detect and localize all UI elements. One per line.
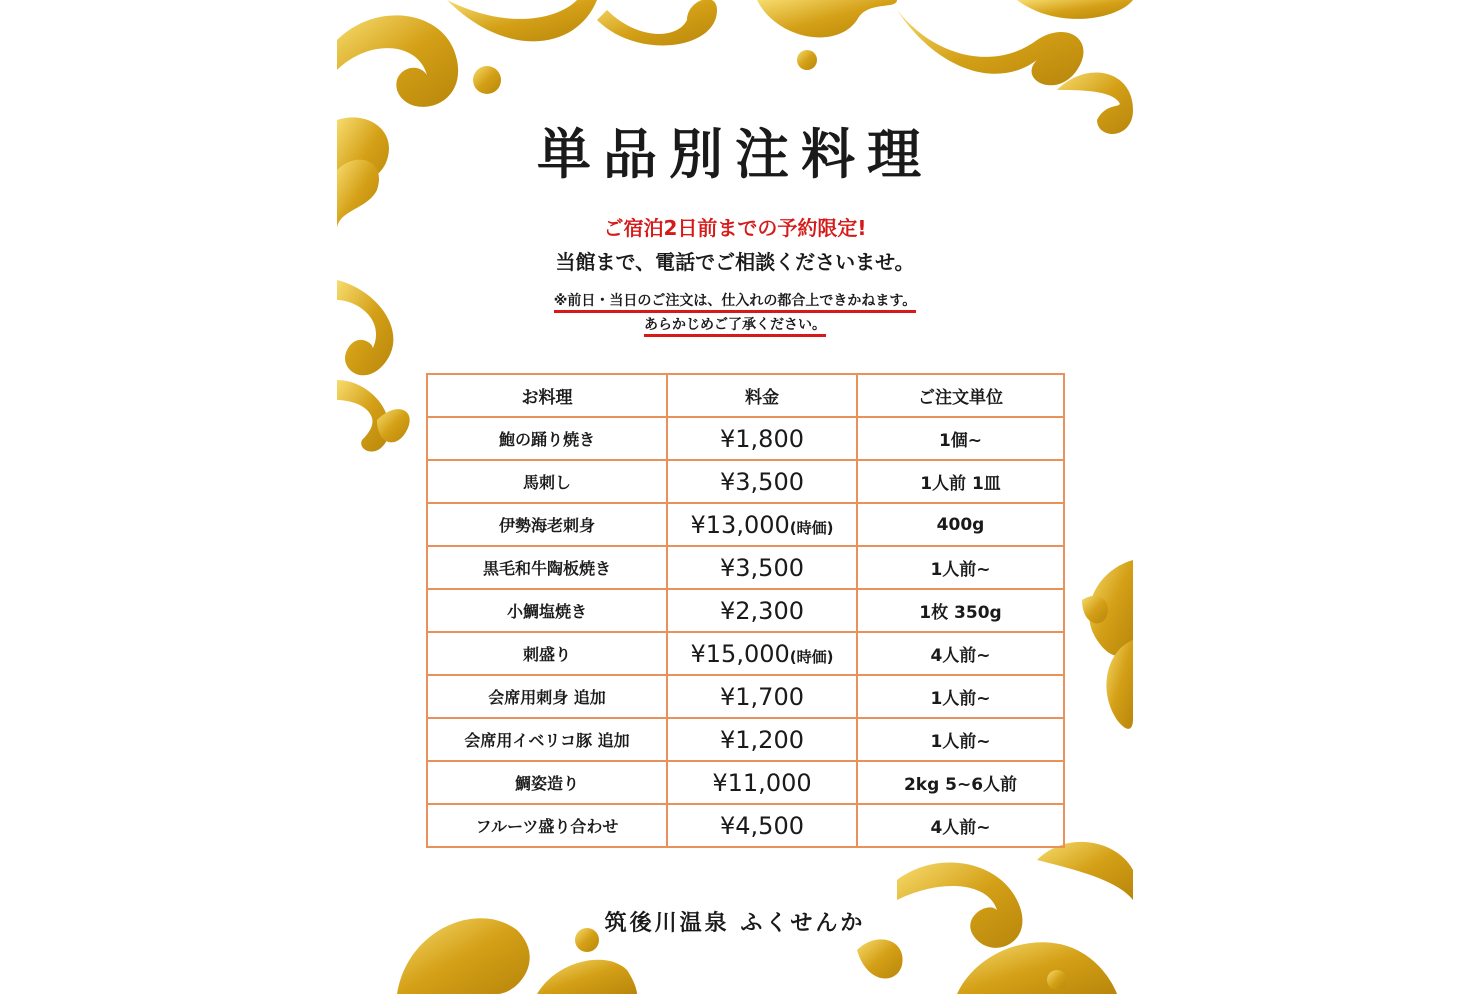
dish-name: 会席用イベリコ豚 追加 [427, 718, 667, 761]
table-row [427, 675, 1064, 718]
apology-note: あらかじめご了承ください。 [337, 314, 1133, 334]
page-title: 単品別注料理 [537, 122, 933, 186]
header-unit: ご注文単位 [857, 374, 1064, 417]
table-row [427, 589, 1064, 632]
table-row [427, 460, 1064, 503]
price-cell: ¥3,500 [667, 546, 857, 589]
contact-notice: 当館まで、電話でご相談くださいませ。 [555, 250, 915, 274]
hotel-name-footer: 筑後川温泉 ふくせんか [604, 910, 866, 936]
dish-name: 鮑の踊り焼き [427, 417, 667, 460]
table-row [427, 503, 1064, 546]
same-day-order-note: ※前日・当日のご注文は、仕入れの都合上できかねます。 [337, 290, 1133, 310]
menu-flyer [337, 0, 1133, 994]
order-unit: 1人前~ [857, 546, 1064, 589]
order-unit: 2kg 5~6人前 [857, 761, 1064, 804]
dish-name: 会席用刺身 追加 [427, 675, 667, 718]
table-row [427, 546, 1064, 589]
price-cell: ¥1,700 [667, 675, 857, 718]
header-dish: お料理 [427, 374, 667, 417]
price-cell: ¥3,500 [667, 460, 857, 503]
header-price: 料金 [667, 374, 857, 417]
dish-name: フルーツ盛り合わせ [427, 804, 667, 847]
order-unit: 4人前~ [857, 632, 1064, 675]
dish-name: 刺盛り [427, 632, 667, 675]
table-row [427, 761, 1064, 804]
table-row [427, 632, 1064, 675]
order-unit: 1枚 350g [857, 589, 1064, 632]
price-cell: ¥2,300 [667, 589, 857, 632]
price-cell: ¥13,000(時価) [667, 503, 857, 546]
order-unit: 4人前~ [857, 804, 1064, 847]
price-cell: ¥4,500 [667, 804, 857, 847]
price-cell: ¥15,000(時価) [667, 632, 857, 675]
table-row [427, 417, 1064, 460]
dish-name: 伊勢海老刺身 [427, 503, 667, 546]
menu-price-table [426, 373, 1065, 848]
price-cell: ¥11,000 [667, 761, 857, 804]
order-unit: 1人前 1皿 [857, 460, 1064, 503]
table-row [427, 718, 1064, 761]
table-header-row [427, 374, 1064, 417]
dish-name: 小鯛塩焼き [427, 589, 667, 632]
price-cell: ¥1,800 [667, 417, 857, 460]
order-unit: 1個~ [857, 417, 1064, 460]
table-row [427, 804, 1064, 847]
order-unit: 1人前~ [857, 675, 1064, 718]
order-unit: 1人前~ [857, 718, 1064, 761]
dish-name: 黒毛和牛陶板焼き [427, 546, 667, 589]
dish-name: 鯛姿造り [427, 761, 667, 804]
price-cell: ¥1,200 [667, 718, 857, 761]
dish-name: 馬刺し [427, 460, 667, 503]
order-unit: 400g [857, 503, 1064, 546]
reservation-limit-notice: ご宿泊2日前までの予約限定! [603, 216, 867, 240]
